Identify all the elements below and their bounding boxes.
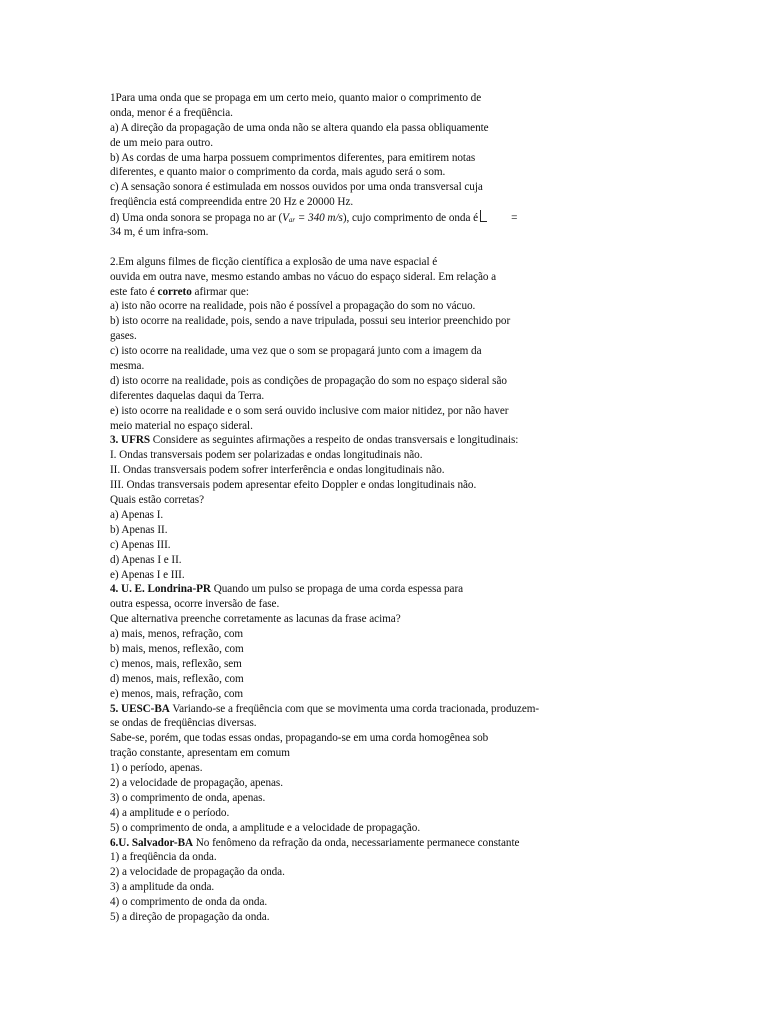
q6-stem bbox=[110, 836, 630, 851]
q5-stem-text: Variando-se a freqüência com que se movimenta uma corda tracionada, produzem- bbox=[169, 702, 540, 715]
q3-statement-ii: II. Ondas transversais podem sofrer interferência e ondas longitudinais não. bbox=[110, 464, 445, 477]
question-6 bbox=[110, 836, 630, 925]
q1-option-d bbox=[110, 210, 630, 225]
q1-d-velocity-symbol: V bbox=[282, 212, 289, 225]
q4-option-d: d) menos, mais, reflexão, com bbox=[110, 672, 244, 685]
q2-option-b: b) isto ocorre na realidade, pois, sendo a nave tripulada, possui seu interior preenchido por bbox=[110, 315, 511, 328]
q4-option-a: a) mais, menos, refração, com bbox=[110, 628, 244, 641]
q5-stem bbox=[110, 702, 630, 717]
q6-option-2: 2) a velocidade de propagação da onda. bbox=[110, 866, 285, 879]
q1-stem-line-1: 1Para uma onda que se propaga em um certo meio, quanto maior o comprimento de bbox=[110, 92, 482, 104]
q2-option-d: d) isto ocorre na realidade, pois as condições de propagação do som no espaço sideral são bbox=[110, 374, 507, 387]
question-5 bbox=[110, 702, 630, 836]
q6-option-1: 1) a freqüência da onda. bbox=[110, 851, 217, 864]
q4-stem-text: Quando um pulso se propaga de uma corda espessa para bbox=[210, 583, 464, 596]
q1-stem-line-2: onda, menor é a freqüência. bbox=[110, 106, 233, 119]
q5-option-2: 2) a velocidade de propagação, apenas. bbox=[110, 776, 283, 789]
q2-stem-suffix: afirmar que: bbox=[191, 285, 249, 298]
q4-option-e: e) menos, mais, refração, com bbox=[110, 687, 244, 700]
q3-stem bbox=[110, 433, 630, 448]
q1-option-a-cont: de um meio para outro. bbox=[110, 136, 213, 149]
q2-option-e-cont: meio material no espaço sideral. bbox=[110, 419, 253, 432]
q6-stem-text: No fenômeno da refração da onda, necessariamente permanece constante bbox=[193, 836, 520, 849]
q3-stem-text: Considere as seguintes afirmações a respeito de ondas transversais e longitudinais: bbox=[150, 434, 519, 447]
q1-option-b-cont: diferentes, e quanto maior o comprimento da corda, mais agudo será o som. bbox=[110, 166, 446, 179]
q5-option-4: 4) a amplitude e o período. bbox=[110, 806, 230, 819]
q4-question: Que alternativa preenche corretamente as lacunas da frase acima? bbox=[110, 613, 401, 626]
q2-stem-line-1: 2.Em alguns filmes de ficção científica a explosão de uma nave espacial é bbox=[110, 255, 438, 268]
q4-number: 4. U. E. Londrina-PR bbox=[110, 583, 211, 596]
q1-option-b: b) As cordas de uma harpa possuem comprimentos diferentes, para emitirem notas bbox=[110, 151, 476, 164]
q3-number: 3. UFRS bbox=[110, 434, 151, 447]
question-3 bbox=[110, 433, 630, 582]
q2-stem-line-2: ouvida em outra nave, mesmo estando ambas no vácuo do espaço sideral. Em relação a bbox=[110, 270, 497, 283]
q1-d-prefix: d) Uma onda sonora se propaga no ar ( bbox=[110, 212, 283, 225]
q4-stem bbox=[110, 582, 630, 597]
q5-stem-line-4: tração constante, apresentam em comum bbox=[110, 747, 290, 760]
q2-option-b-cont: gases. bbox=[110, 330, 137, 343]
q5-option-1: 1) o período, apenas. bbox=[110, 762, 203, 775]
q6-option-3: 3) a amplitude da onda. bbox=[110, 881, 215, 894]
q3-statement-i: I. Ondas transversais podem ser polarizadas e ondas longitudinais não. bbox=[110, 449, 423, 462]
q1-option-c: c) A sensação sonora é estimulada em nossos ouvidos por uma onda transversal cuja bbox=[110, 181, 483, 194]
q2-option-c-cont: mesma. bbox=[110, 360, 145, 373]
lambda-placeholder-icon bbox=[480, 210, 487, 222]
spacer bbox=[110, 240, 630, 255]
q5-stem-line-3: Sabe-se, porém, que todas essas ondas, propagando-se em uma corda homogênea sob bbox=[110, 732, 489, 745]
q5-option-3: 3) o comprimento de onda, apenas. bbox=[110, 791, 266, 804]
question-1 bbox=[110, 91, 630, 240]
q4-stem-line-2: outra espessa, ocorre inversão de fase. bbox=[110, 598, 280, 611]
q4-option-b: b) mais, menos, reflexão, com bbox=[110, 642, 244, 655]
q6-number: 6.U. Salvador-BA bbox=[110, 836, 194, 849]
q2-option-c: c) isto ocorre na realidade, uma vez que o som se propagará junto com a imagem da bbox=[110, 345, 482, 358]
q5-stem-line-2: se ondas de freqüências diversas. bbox=[110, 717, 257, 730]
q1-d-velocity-value: = 340 m/s bbox=[295, 212, 343, 225]
q1-option-c-cont: freqüência está compreendida entre 20 Hz e 20000 Hz. bbox=[110, 196, 354, 209]
q6-option-5: 5) a direção de propagação da onda. bbox=[110, 910, 270, 923]
question-2 bbox=[110, 255, 630, 434]
q2-stem-prefix: este fato é bbox=[110, 285, 158, 298]
q5-number: 5. UESC-BA bbox=[110, 702, 170, 715]
q4-option-c: c) menos, mais, reflexão, sem bbox=[110, 657, 242, 670]
q2-option-a: a) isto não ocorre na realidade, pois não é possível a propagação do som no vácuo. bbox=[110, 300, 476, 313]
q3-option-c: c) Apenas III. bbox=[110, 538, 171, 551]
q3-option-e: e) Apenas I e III. bbox=[110, 568, 185, 581]
q1-option-a: a) A direção da propagação de uma onda não se altera quando ela passa obliquamente bbox=[110, 121, 489, 134]
q2-option-e: e) isto ocorre na realidade e o som será ouvido inclusive com maior nitidez, por não haver bbox=[110, 404, 509, 417]
q5-option-5: 5) o comprimento de onda, a amplitude e a velocidade de propagação. bbox=[110, 821, 421, 834]
q1-d-middle: ), cujo comprimento de onda é bbox=[342, 212, 479, 225]
q1-d-equals: = bbox=[511, 212, 518, 225]
q3-statement-iii: III. Ondas transversais podem apresentar efeito Doppler e ondas longitudinais não. bbox=[110, 479, 477, 492]
q3-question: Quais estão corretas? bbox=[110, 494, 205, 507]
q2-stem-line-3 bbox=[110, 285, 630, 300]
q1-option-d-cont: 34 m, é um infra-som. bbox=[110, 226, 209, 239]
document-body bbox=[110, 91, 630, 925]
q3-option-b: b) Apenas II. bbox=[110, 523, 168, 536]
q2-option-d-cont: diferentes daquelas daqui da Terra. bbox=[110, 389, 265, 402]
question-4 bbox=[110, 582, 630, 701]
q3-option-d: d) Apenas I e II. bbox=[110, 553, 182, 566]
q1-d-velocity-subscript: ar bbox=[288, 216, 296, 225]
q2-stem-emphasis: correto bbox=[157, 285, 192, 298]
q3-option-a: a) Apenas I. bbox=[110, 508, 164, 521]
q6-option-4: 4) o comprimento de onda da onda. bbox=[110, 896, 268, 909]
